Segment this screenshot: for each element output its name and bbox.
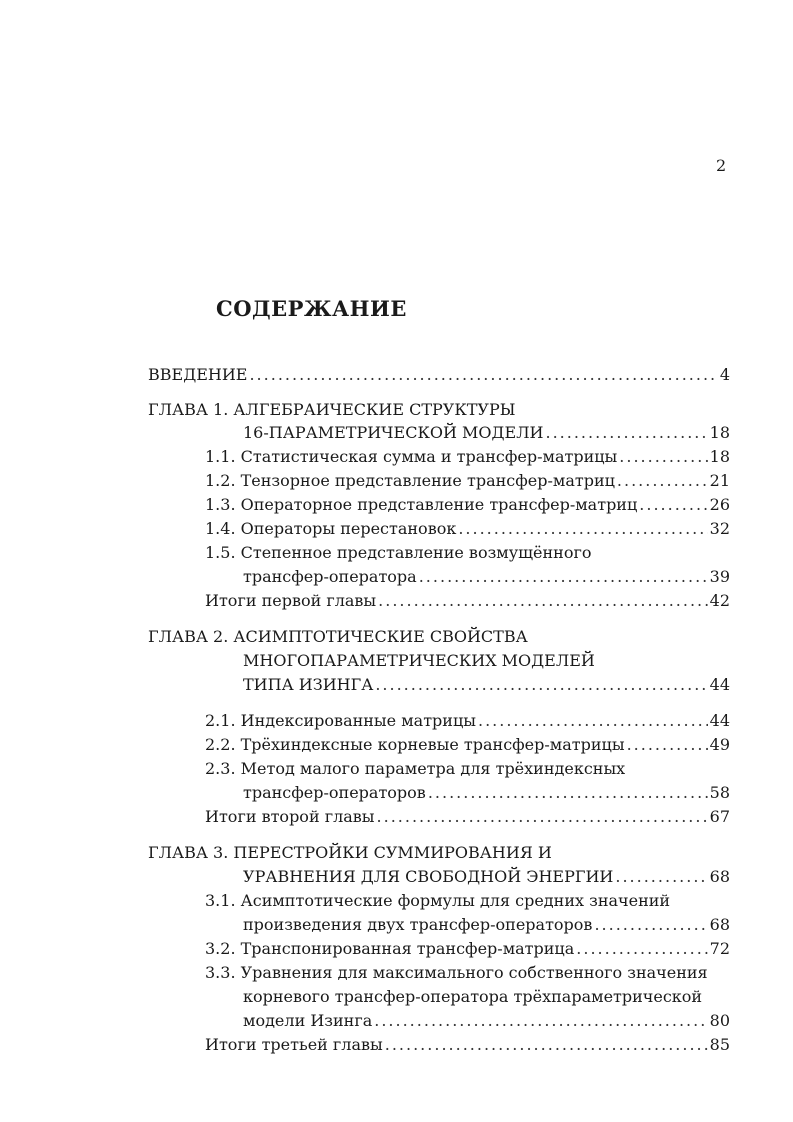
leader-dots — [478, 710, 708, 732]
toc-entry-label: трансфер-оператора — [243, 567, 417, 586]
toc-entry-page: 32 — [709, 519, 730, 538]
toc-entry-label: трансфер-операторов — [243, 783, 426, 802]
toc-entry-label: 1.2. Тензорное представление трансфер-матриц — [205, 471, 615, 490]
toc-entry-label: 3.2. Транспонированная трансфер-матрица — [205, 939, 575, 958]
toc-entry-page: 80 — [709, 1011, 730, 1030]
toc-entry-section-2-1[interactable] — [205, 710, 730, 732]
toc-entry-page: 44 — [709, 675, 730, 694]
toc-entry-page: 67 — [709, 807, 730, 826]
toc-entry-page: 4 — [719, 365, 730, 384]
toc-entry-label: ВВЕДЕНИЕ — [148, 365, 248, 384]
toc-entry-page: 42 — [709, 591, 730, 610]
toc-entry-label: 1.3. Операторное представление трансфер-матриц — [205, 495, 638, 514]
toc-entry-section-3-2[interactable] — [205, 938, 730, 960]
toc-entry-label: 2.2. Трёхиндексные корневые трансфер-матрицы — [205, 735, 625, 754]
leader-dots — [378, 590, 707, 612]
leader-dots — [385, 1034, 708, 1056]
toc-entry-section-1-3[interactable] — [205, 494, 730, 516]
section-2-3-line1: 2.3. Метод малого параметра для трёхиндексных — [205, 759, 626, 778]
page-number: 2 — [716, 156, 727, 175]
toc-entry-section-3-1[interactable] — [243, 914, 730, 936]
toc-entry-page: 68 — [709, 867, 730, 886]
toc-entry-page: 58 — [709, 783, 730, 802]
toc-entry-label: произведения двух трансфер-операторов — [243, 915, 593, 934]
leader-dots — [458, 518, 707, 540]
toc-entry-page: 18 — [709, 447, 730, 466]
toc-entry-section-3-3[interactable] — [243, 1010, 730, 1032]
leader-dots — [419, 566, 708, 588]
section-1-5-line1: 1.5. Степенное представление возмущённого — [205, 543, 592, 562]
toc-entry-section-2-2[interactable] — [205, 734, 730, 756]
leader-dots — [428, 782, 708, 804]
leader-dots — [249, 364, 717, 386]
toc-entry-label: модели Изинга — [243, 1011, 373, 1030]
leader-dots — [627, 734, 708, 756]
toc-entry-summary-1[interactable] — [205, 590, 730, 612]
toc-entry-page: 39 — [709, 567, 730, 586]
toc-entry-label: ТИПА ИЗИНГА — [243, 675, 374, 694]
chapter3-heading-line1: ГЛАВА 3. ПЕРЕСТРОЙКИ СУММИРОВАНИЯ И — [148, 843, 552, 862]
toc-entry-label: УРАВНЕНИЯ ДЛЯ СВОБОДНОЙ ЭНЕРГИИ — [243, 867, 614, 886]
toc-title: СОДЕРЖАНИЕ — [216, 296, 407, 321]
section-3-1-line1: 3.1. Асимптотические формулы для средних значений — [205, 891, 671, 910]
toc-entry-intro[interactable] — [148, 364, 730, 386]
toc-entry-label: 1.4. Операторы перестановок — [205, 519, 457, 538]
leader-dots — [576, 938, 707, 960]
toc-entry-summary-2[interactable] — [205, 806, 730, 828]
toc-entry-section-2-3[interactable] — [243, 782, 730, 804]
leader-dots — [617, 470, 708, 492]
toc-entry-page: 21 — [709, 471, 730, 490]
toc-entry-chapter3[interactable] — [243, 866, 730, 888]
leader-dots — [594, 914, 707, 936]
toc-entry-section-1-4[interactable] — [205, 518, 730, 540]
leader-dots — [619, 446, 707, 468]
toc-entry-label: Итоги первой главы — [205, 591, 377, 610]
toc-entry-label: 2.1. Индексированные матрицы — [205, 711, 476, 730]
toc-entry-chapter2[interactable] — [243, 674, 730, 696]
toc-entry-section-1-2[interactable] — [205, 470, 730, 492]
toc-entry-label: Итоги третьей главы — [205, 1035, 383, 1054]
toc-entry-label: 16-ПАРАМЕТРИЧЕСКОЙ МОДЕЛИ — [243, 423, 544, 442]
toc-entry-section-1-1[interactable] — [205, 446, 730, 468]
section-3-3-line2: корневого трансфер-оператора трёхпараметрической — [243, 987, 703, 1006]
toc-entry-label: Итоги второй главы — [205, 807, 375, 826]
toc-entry-summary-3[interactable] — [205, 1034, 730, 1056]
toc-entry-page: 72 — [709, 939, 730, 958]
toc-entry-page: 18 — [709, 423, 730, 442]
toc-entry-chapter1[interactable] — [243, 422, 730, 444]
leader-dots — [374, 1010, 707, 1032]
toc-entry-section-1-5[interactable] — [243, 566, 730, 588]
toc-entry-page: 85 — [709, 1035, 730, 1054]
toc-entry-page: 44 — [709, 711, 730, 730]
chapter1-heading-line1: ГЛАВА 1. АЛГЕБРАИЧЕСКИЕ СТРУКТУРЫ — [148, 400, 516, 419]
section-3-3-line1: 3.3. Уравнения для максимального собственного значения — [205, 963, 708, 982]
toc-entry-page: 26 — [709, 495, 730, 514]
leader-dots — [639, 494, 707, 516]
toc-entry-label: 1.1. Статистическая сумма и трансфер-матрицы — [205, 447, 618, 466]
leader-dots — [377, 806, 708, 828]
toc-entry-page: 68 — [709, 915, 730, 934]
leader-dots — [615, 866, 707, 888]
leader-dots — [375, 674, 707, 696]
leader-dots — [546, 422, 708, 444]
chapter2-heading-line2: МНОГОПАРАМЕТРИЧЕСКИХ МОДЕЛЕЙ — [243, 651, 595, 670]
chapter2-heading-line1: ГЛАВА 2. АСИМПТОТИЧЕСКИЕ СВОЙСТВА — [148, 627, 528, 646]
toc-entry-page: 49 — [709, 735, 730, 754]
